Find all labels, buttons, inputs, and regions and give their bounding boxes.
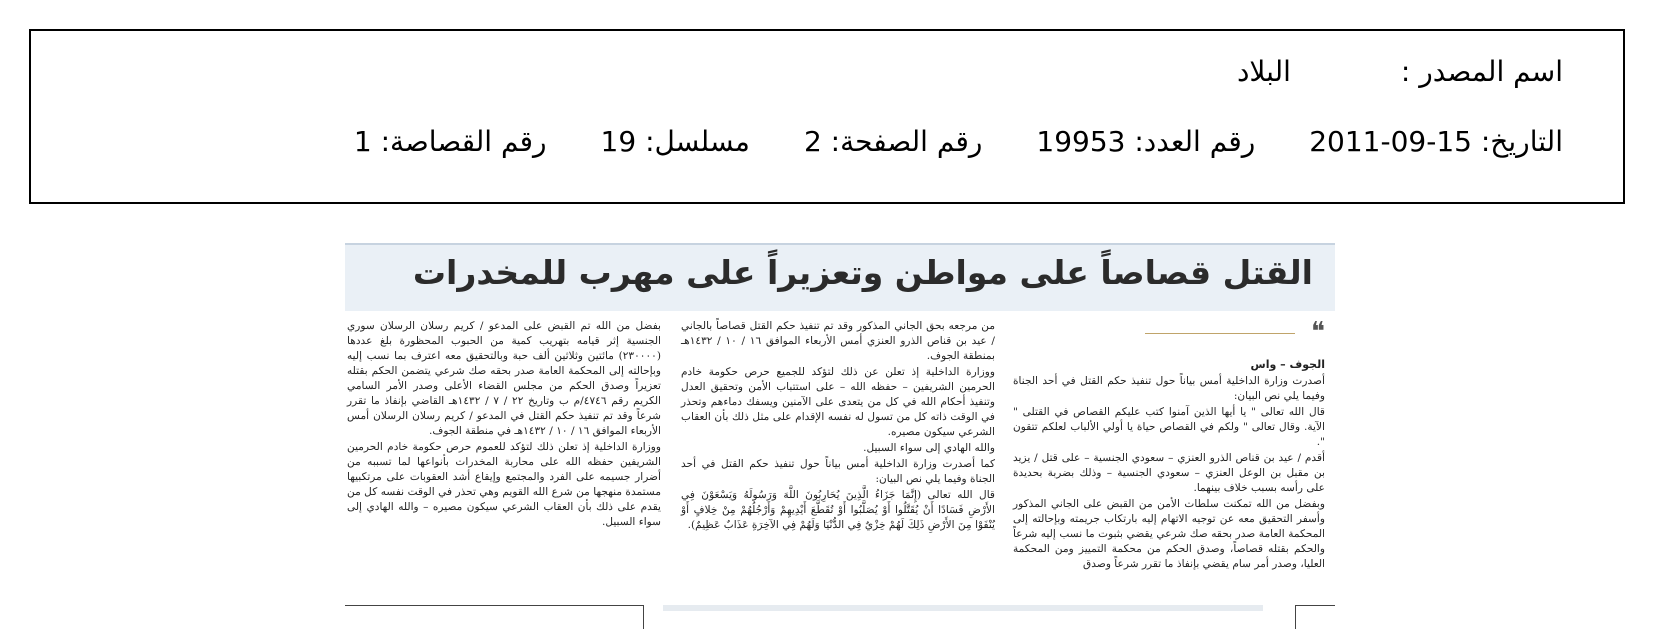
page-label: رقم الصفحة: <box>830 125 983 158</box>
paragraph: ووزارة الداخلية إذ تعلن عن ذلك لتؤكد للجميع حرص حكومة خادم الحرمين الشريفين – حفظه الله – على استتباب الأمن وتحقيق العدل وتنفيذ أحكام الله في كل من يتعدى على الآمنين ويسفك دماءهم وتحذر في الوقت ذاته كل من تسول له نفسه الإقدام على مثل ذلك بأن العقاب الشرعي سيكون مصيره. <box>681 366 995 438</box>
source-label: اسم المصدر : <box>1400 55 1563 88</box>
date-label: التاريخ: <box>1480 125 1563 158</box>
clip-number-value: 1 <box>353 125 372 158</box>
issue-value: 19953 <box>1036 125 1126 158</box>
paragraph: وبفضل من الله تمكنت سلطات الأمن من القبض على الجاني المذكور وأسفر التحقيق معه عن توجيه الاتهام إليه بارتكاب جريمته وبإحالته إلى المحكمة العامة صدر بحقه صك شرعي يقضي بثبوت ما نسب إليه شرعاً والحكم بقتله قصاصاً، وصدق الحكم من محكمة التمييز ومن المحكمة العليا، وصدر أمر سام يقضي بإنفاذ ما تقرر شرعاً وصدق <box>1013 498 1325 570</box>
source-info-box <box>29 29 1625 204</box>
column-divider <box>643 605 644 629</box>
bottom-band <box>663 605 1263 611</box>
paragraph: قال الله تعالى " يا أيها الذين آمنوا كتب عليكم القصاص في القتلى " الآية. وقال تعالى " ولكم في القصاص حياة يا أولي الألباب لعلكم تتقون ". <box>1013 406 1325 448</box>
paragraph: كما أصدرت وزارة الداخلية أمس بياناً حول تنفيذ حكم القتل في أحد الجناة وفيما يلي نص البيان: <box>681 458 995 485</box>
article-column-middle <box>681 319 995 534</box>
paragraph: بفضل من الله تم القبض على المدعو / كريم رسلان الرسلان سوري الجنسية إثر قيامه بتهريب كمية من الحبوب المحظورة بلغ عددها (٢٣٠٠٠٠) مائتين وثلاثين ألف حبة وبالتحقيق معه اعترف بما نسب إليه وبإحالته إلى المحكمة العامة صدر بحقه صك شرعي يتضمن الحكم بقتله تعزيراً وصدق الحكم من مجلس القضاء الأعلى وصدر الأمر السامي الكريم رقم ٤٧٤٦/م ب وتاريخ ٢٢ / ٧ / ١٤٣٢هـ القاضي بإنفاذ ما تقرر شرعاً وقد تم تنفيذ حكم القتل في المدعو / كريم رسلان الرسلان أمس الأربعاء الموافق ١٦ / ١٠ / ١٤٣٢هـ في منطقة الجوف. <box>347 320 661 437</box>
bottom-rule <box>345 605 643 606</box>
article-headline: القتل قصاصاً على مواطن وتعزيراً على مهرب للمخدرات <box>412 253 1313 292</box>
serial-value: 19 <box>600 125 637 158</box>
column-divider <box>1295 605 1296 629</box>
source-line <box>1237 55 1563 88</box>
paragraph: ووزارة الداخلية إذ تعلن ذلك لتؤكد للعموم حرص حكومة خادم الحرمين الشريفين حفظه الله على محاربة المخدرات بأنواعها لما تسببه من أضرار جسيمه على الفرد والمجتمع وإيقاع أشد العقوبات على مرتكبيها مستمدة منهجها من شرع الله القويم وهي تحذر في الوقت نفسه كل من يقدم على ذلك بأن العقاب الشرعي سيكون مصيره – والله الهادي إلى سواء السبيل. <box>347 441 661 528</box>
paragraph: من مرجعه بحق الجاني المذكور وقد تم تنفيذ حكم القتل قصاصاً بالجاني / عيد بن قناص الذرو العنزي أمس الأربعاء الموافق ١٦ / ١٠ / ١٤٣٢هـ بمنطقة الجوف. <box>681 320 995 362</box>
article-column-left <box>347 319 661 531</box>
quote-rule <box>1145 333 1295 334</box>
article-column-right <box>1013 319 1325 573</box>
paragraph: أصدرت وزارة الداخلية أمس بياناً حول تنفيذ حكم القتل في أحد الجناة وفيما يلي نص البيان: <box>1013 375 1325 402</box>
headline-band <box>345 243 1335 311</box>
paragraph: أقدم / عيد بن قناص الذرو العنزي – سعودي الجنسية – على قتل / يزيد بن مقبل بن الوعل العنزي – سعودي الجنسية – وذلك بضربة بحديدة على رأسه بسبب خلاف بينهما. <box>1013 452 1325 494</box>
serial-label: مسلسل: <box>645 125 750 158</box>
date-value: 2011-09-15 <box>1309 125 1472 158</box>
article-dateline: الجوف – واس <box>1250 358 1325 371</box>
issue-label: رقم العدد: <box>1134 125 1256 158</box>
source-value: البلاد <box>1236 55 1291 88</box>
quote-mark-icon: ❝ <box>1311 317 1325 347</box>
page-value: 2 <box>803 125 822 158</box>
clip-number-label: رقم القصاصة: <box>380 125 547 158</box>
newspaper-clipping <box>345 243 1335 629</box>
paragraph: والله الهادي إلى سواء السبيل. <box>863 442 995 454</box>
quote-ornament <box>1013 319 1325 357</box>
bottom-rule <box>1295 605 1335 606</box>
paragraph: قال الله تعالى (إِنَّمَا جَزَاءُ الَّذِينَ يُحَارِبُونَ اللَّهَ وَرَسُولَهُ وَيَسْعَوْنَ فِي الأَرْضِ فَسَادًا أَنْ يُقَتَّلُوا أَوْ يُصَلَّبُوا أَوْ تُقَطَّعَ أَيْدِيهِمْ وَأَرْجُلُهُمْ مِنْ خِلافٍ أَوْ يُنْفَوْا مِنَ الأَرْضِ ذَلِكَ لَهُمْ خِزْيٌ فِي الدُّنْيَا وَلَهُمْ فِي الآخِرَةِ عَذَابٌ عَظِيمٌ). <box>681 489 995 531</box>
meta-line <box>354 125 1563 158</box>
